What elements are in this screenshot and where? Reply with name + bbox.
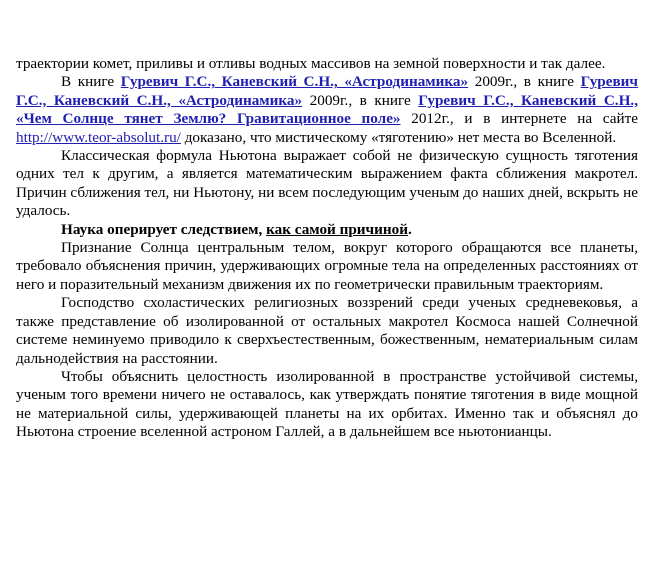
paragraph-isolated-system: Чтобы объяснить целостность изолированной в пространстве устойчивой системы, ученым того времени ничего не оставалось, как утверждать понятие тяготения в виде мощной не материальной силы, удерживающей планеты на их орбитах. Именно так и объяснял до Ньютона строение вселенной астроном Галлей, а в дальнейшем все ньютонианцы. bbox=[16, 367, 638, 441]
heading-part: . bbox=[407, 220, 412, 238]
text-segment: доказано, что мистическому «тяготению» нет места во Вселенной. bbox=[180, 128, 617, 146]
reference-link-gravity-field[interactable]: Гуревич Г.С., Каневский С.Н., «Чем Солнце тянет Землю? Гравитационное поле» bbox=[16, 91, 639, 128]
text-segment: 2009г., в книге bbox=[468, 73, 581, 91]
heading-part: Наука оперирует следствием, bbox=[61, 220, 267, 238]
paragraph-scholastic: Господство схоластических религиозных воззрений среди ученых средневековья, а также представление об изолированной от остальных макротел Космоса нашей Солнечной системе неминуемо приводило к сверхъестественным, божественным, нематериальным силам дальнодействия на расстоянии. bbox=[16, 294, 638, 367]
paragraph-continuation: траектории комет, приливы и отливы водных массивов на земной поверхности и так далее. bbox=[16, 55, 606, 72]
document-page bbox=[16, 55, 638, 442]
paragraph-sun-center: Признание Солнца центральным телом, вокруг которого обращаются все планеты, требовало объяснения причин, удерживающих огромные тела на определенных расстояниях от него и поразительный механизм движения их по геометрически правильным траекториям. bbox=[16, 239, 638, 293]
website-link[interactable]: http://www.teor-absolut.ru/ bbox=[16, 128, 181, 146]
paragraph-references bbox=[16, 73, 638, 147]
text-segment: 2009г., в книге bbox=[302, 91, 419, 109]
text-segment: 2012г., и в интернете на сайте bbox=[400, 110, 638, 128]
reference-link-astrodynamics-1[interactable]: Гуревич Г.С., Каневский С.Н., «Астродинамика» bbox=[120, 73, 469, 91]
section-heading bbox=[16, 221, 638, 239]
heading-underlined-part: как самой причиной bbox=[266, 220, 408, 238]
reference-link-astrodynamics-2[interactable]: Гуревич Г.С., Каневский С.Н., «Астродинамика» bbox=[16, 73, 638, 109]
text-segment: В книге bbox=[61, 73, 121, 91]
paragraph-newton-formula: Классическая формула Ньютона выражает собой не физическую сущность тяготения одних тел к другим, а является математическим выражением факта сближения макротел. Причин сближения тел, ни Ньютону, ни всем последующим ученым до наших дней, вскрыть не удалось. bbox=[16, 147, 638, 220]
